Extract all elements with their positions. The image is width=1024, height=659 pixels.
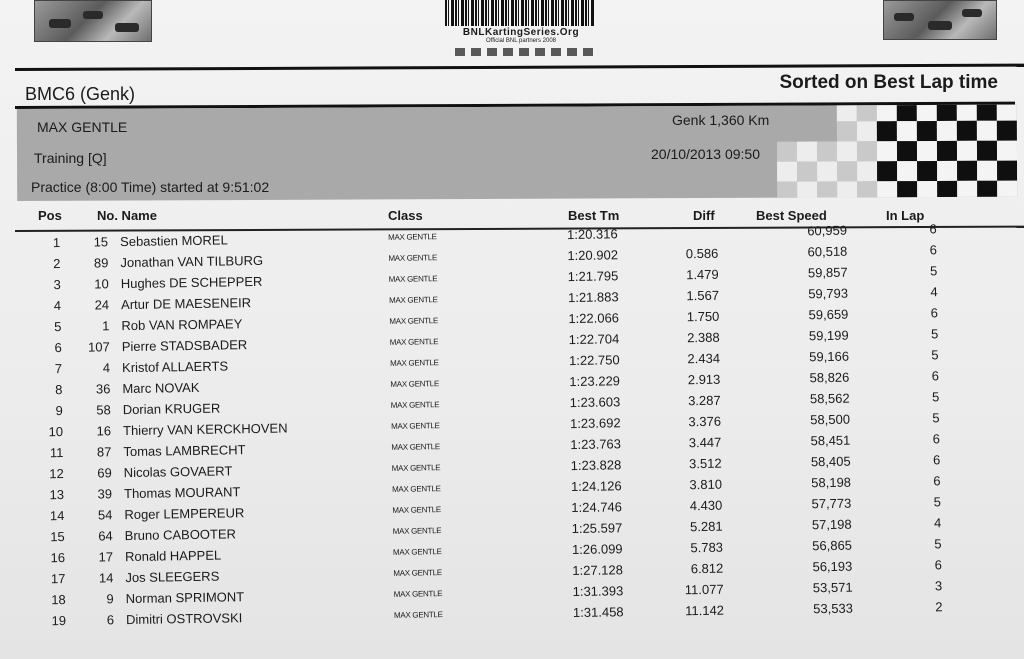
class-cell: MAX GENTLE [390,421,440,431]
diff-cell: 3.447 [688,434,722,451]
diff-cell: 11.142 [685,602,725,619]
pos-cell: 5 [54,319,62,335]
diff-cell: 0.586 [685,245,719,262]
session-datetime: 20/10/2013 09:50 [651,146,760,162]
driver-name: Marc NOVAK [122,379,200,397]
in-lap-cell: 5 [930,326,939,342]
diff-cell [676,225,718,226]
diff-cell: 3.810 [689,476,723,493]
in-lap-cell: 5 [932,410,940,426]
diff-cell: 5.783 [690,539,724,556]
best-time-cell: 1:20.316 [566,226,618,243]
diff-cell: 2.434 [687,350,721,367]
class-cell: MAX GENTLE [389,316,439,326]
number-cell: 16 [96,423,112,439]
best-time-cell: 1:26.099 [571,541,623,558]
pos-cell: 2 [53,256,61,272]
in-lap-cell: 6 [931,368,940,384]
driver-name: Pierre STADSBADER [121,337,248,355]
pos-cell: 19 [51,613,67,629]
in-lap-cell: 6 [930,305,939,321]
in-lap-cell: 5 [934,536,942,552]
best-time-cell: 1:31.393 [572,583,624,600]
track-info: Genk 1,360 Km [672,112,770,128]
pos-cell: 9 [55,403,63,419]
number-cell: 9 [106,591,114,607]
best-speed-cell: 57,773 [811,495,852,512]
number-cell: 15 [93,234,109,250]
best-speed-cell: 59,199 [808,327,849,344]
checkered-flag-icon [777,105,1017,198]
diff-cell: 2.913 [687,371,721,388]
number-cell: 69 [97,465,112,481]
class-cell: MAX GENTLE [390,379,440,389]
pos-cell: 10 [48,424,64,440]
diff-cell: 5.281 [689,518,723,535]
in-lap-cell: 5 [933,494,942,510]
in-lap-cell: 3 [934,578,943,594]
driver-name: Rob VAN ROMPAEY [121,316,243,334]
best-time-cell: 1:24.746 [571,499,623,516]
divider [15,64,1024,71]
partners-text: Official BNL partners 2008 [485,38,557,44]
in-lap-cell: 6 [929,242,938,258]
number-cell: 89 [93,255,109,271]
diff-cell: 2.388 [687,329,720,346]
class-cell: MAX GENTLE [392,505,442,515]
class-cell: MAX GENTLE [392,547,442,557]
diff-cell: 1.750 [686,308,720,325]
class-cell: MAX GENTLE [388,274,438,284]
class-cell: MAX GENTLE [392,526,442,536]
best-time-cell: 1:21.883 [567,289,619,306]
driver-name: Ronald HAPPEL [124,547,222,565]
best-time-cell: 1:22.704 [568,331,620,348]
class-cell: MAX GENTLE [393,610,443,620]
class-name: MAX GENTLE [37,119,128,135]
number-cell: 14 [98,570,114,586]
driver-name: Dorian KRUGER [122,400,221,418]
driver-name: Nicolas GOVAERT [123,463,233,481]
sponsor-logos [455,48,595,56]
best-time-cell: 1:23.229 [569,373,621,390]
driver-name: Dimitri OSTROVSKI [125,610,243,628]
class-cell: MAX GENTLE [391,442,441,452]
karting-photo-right [883,0,997,40]
col-diff: Diff [693,208,715,223]
best-time-cell: 1:22.066 [568,310,620,327]
best-speed-cell: 58,451 [810,432,851,449]
driver-name: Norman SPRIMONT [125,589,245,607]
pos-cell: 15 [50,529,65,545]
pos-cell: 8 [55,382,63,398]
class-cell: MAX GENTLE [393,589,443,599]
series-logo [425,0,617,62]
diff-cell: 3.287 [688,392,721,409]
number-cell: 54 [97,507,113,523]
number-cell: 6 [106,612,115,628]
in-lap-cell: 2 [935,599,943,615]
session-info: Practice (8:00 Time) started at 9:51:02 [31,179,270,195]
class-cell: MAX GENTLE [389,337,439,347]
driver-name: Sebastien MOREL [119,232,228,250]
sort-label: Sorted on Best Lap time [779,72,998,93]
driver-name: Hughes DE SCHEPPER [120,273,263,292]
best-speed-cell: 59,793 [808,285,849,302]
col-class: Class [388,208,423,223]
number-cell: 64 [98,528,113,544]
diff-cell: 6.812 [690,560,724,577]
best-time-cell: 1:25.597 [571,520,623,537]
diff-cell: 4.430 [689,497,723,514]
best-time-cell: 1:22.750 [568,352,620,369]
barcode [445,0,595,26]
event-title: BMC6 (Genk) [25,84,136,104]
class-cell: MAX GENTLE [388,253,438,263]
best-speed-cell: 58,198 [811,474,852,491]
best-time-cell: 1:20.902 [567,247,619,264]
pos-cell: 3 [53,277,61,293]
site-text: BNLKartingSeries.Org [462,27,580,38]
in-lap-cell: 5 [929,263,938,279]
best-speed-cell: 59,659 [808,306,849,323]
best-time-cell: 1:21.795 [567,268,619,285]
class-cell: MAX GENTLE [393,568,442,578]
best-speed-cell: 57,198 [811,516,852,533]
class-cell: MAX GENTLE [391,484,441,494]
best-speed-cell: 59,857 [807,264,848,281]
pos-cell: 12 [49,466,64,482]
best-speed-cell: 59,166 [809,348,850,365]
driver-name: Artur DE MAESENEIR [120,295,252,313]
best-speed-cell: 53,533 [813,600,854,617]
diff-cell: 1.479 [686,266,719,283]
diff-cell: 3.512 [688,455,722,472]
number-cell: 24 [94,297,110,313]
pos-cell: 1 [52,235,61,251]
driver-name: Tomas LAMBRECHT [123,442,246,460]
in-lap-cell: 6 [932,452,941,468]
driver-name: Jonathan VAN TILBURG [120,252,264,271]
in-lap-cell: 6 [934,557,943,573]
col-no-name: No. Name [97,208,157,223]
best-time-cell: 1:23.692 [569,415,621,432]
driver-name: Thomas MOURANT [123,484,241,502]
driver-name: Kristof ALLAERTS [121,358,229,376]
diff-cell: 11.077 [684,581,724,598]
best-time-cell: 1:23.763 [570,436,622,453]
number-cell: 87 [96,444,112,460]
col-pos: Pos [38,208,62,223]
best-time-cell: 1:24.126 [570,478,622,495]
pos-cell: 17 [50,571,66,587]
best-speed-cell: 56,865 [812,537,853,554]
pos-cell: 11 [49,445,64,461]
number-cell: 36 [95,381,111,397]
in-lap-cell: 4 [930,284,938,300]
driver-name: Thierry VAN KERCKHOVEN [122,420,288,439]
number-cell: 10 [94,276,109,292]
karting-photo-left [34,0,152,42]
best-speed-cell: 58,826 [809,369,850,386]
class-cell: MAX GENTLE [389,358,439,368]
pos-cell: 13 [49,487,65,503]
session-name: Training [Q] [34,150,107,166]
in-lap-cell: 4 [933,515,942,531]
number-cell: 4 [102,360,111,376]
pos-cell: 6 [54,340,62,356]
in-lap-cell: 5 [931,347,939,363]
best-speed-cell: 60,959 [807,222,848,239]
best-speed-cell: 56,193 [812,558,853,575]
number-cell: 1 [102,318,110,334]
class-cell: MAX GENTLE [390,400,440,410]
best-speed-cell: 58,405 [810,453,851,470]
in-lap-cell: 5 [931,389,940,405]
in-lap-cell: 6 [932,431,941,447]
best-speed-cell: 53,571 [812,579,853,596]
results-table [0,220,1024,659]
class-cell: MAX GENTLE [387,232,437,242]
col-in-lap: In Lap [886,208,925,223]
pos-cell: 18 [51,592,66,608]
col-best-speed: Best Speed [756,208,827,223]
driver-name: Jos SLEEGERS [125,568,220,586]
best-time-cell: 1:23.603 [569,394,621,411]
pos-cell: 4 [53,298,62,314]
class-cell: MAX GENTLE [391,463,441,473]
best-time-cell: 1:31.458 [572,604,624,621]
driver-name: Bruno CABOOTER [124,526,237,544]
number-cell: 39 [97,486,113,502]
best-speed-cell: 60,518 [807,243,848,260]
in-lap-cell: 6 [933,473,941,489]
best-time-cell: 1:27.128 [572,562,624,579]
best-speed-cell: 58,562 [809,390,850,407]
pos-cell: 16 [50,550,66,566]
number-cell: 107 [87,339,110,355]
best-time-cell: 1:23.828 [570,457,622,474]
number-cell: 17 [98,549,114,565]
in-lap-cell: 6 [929,221,937,237]
number-cell: 58 [96,402,111,418]
col-best-time: Best Tm [568,208,620,223]
class-cell: MAX GENTLE [388,295,438,305]
best-speed-cell: 58,500 [810,411,851,428]
pos-cell: 14 [49,508,65,524]
diff-cell: 1.567 [686,287,720,304]
driver-name: Roger LEMPEREUR [124,505,245,523]
pos-cell: 7 [54,361,63,377]
diff-cell: 3.376 [688,413,722,430]
